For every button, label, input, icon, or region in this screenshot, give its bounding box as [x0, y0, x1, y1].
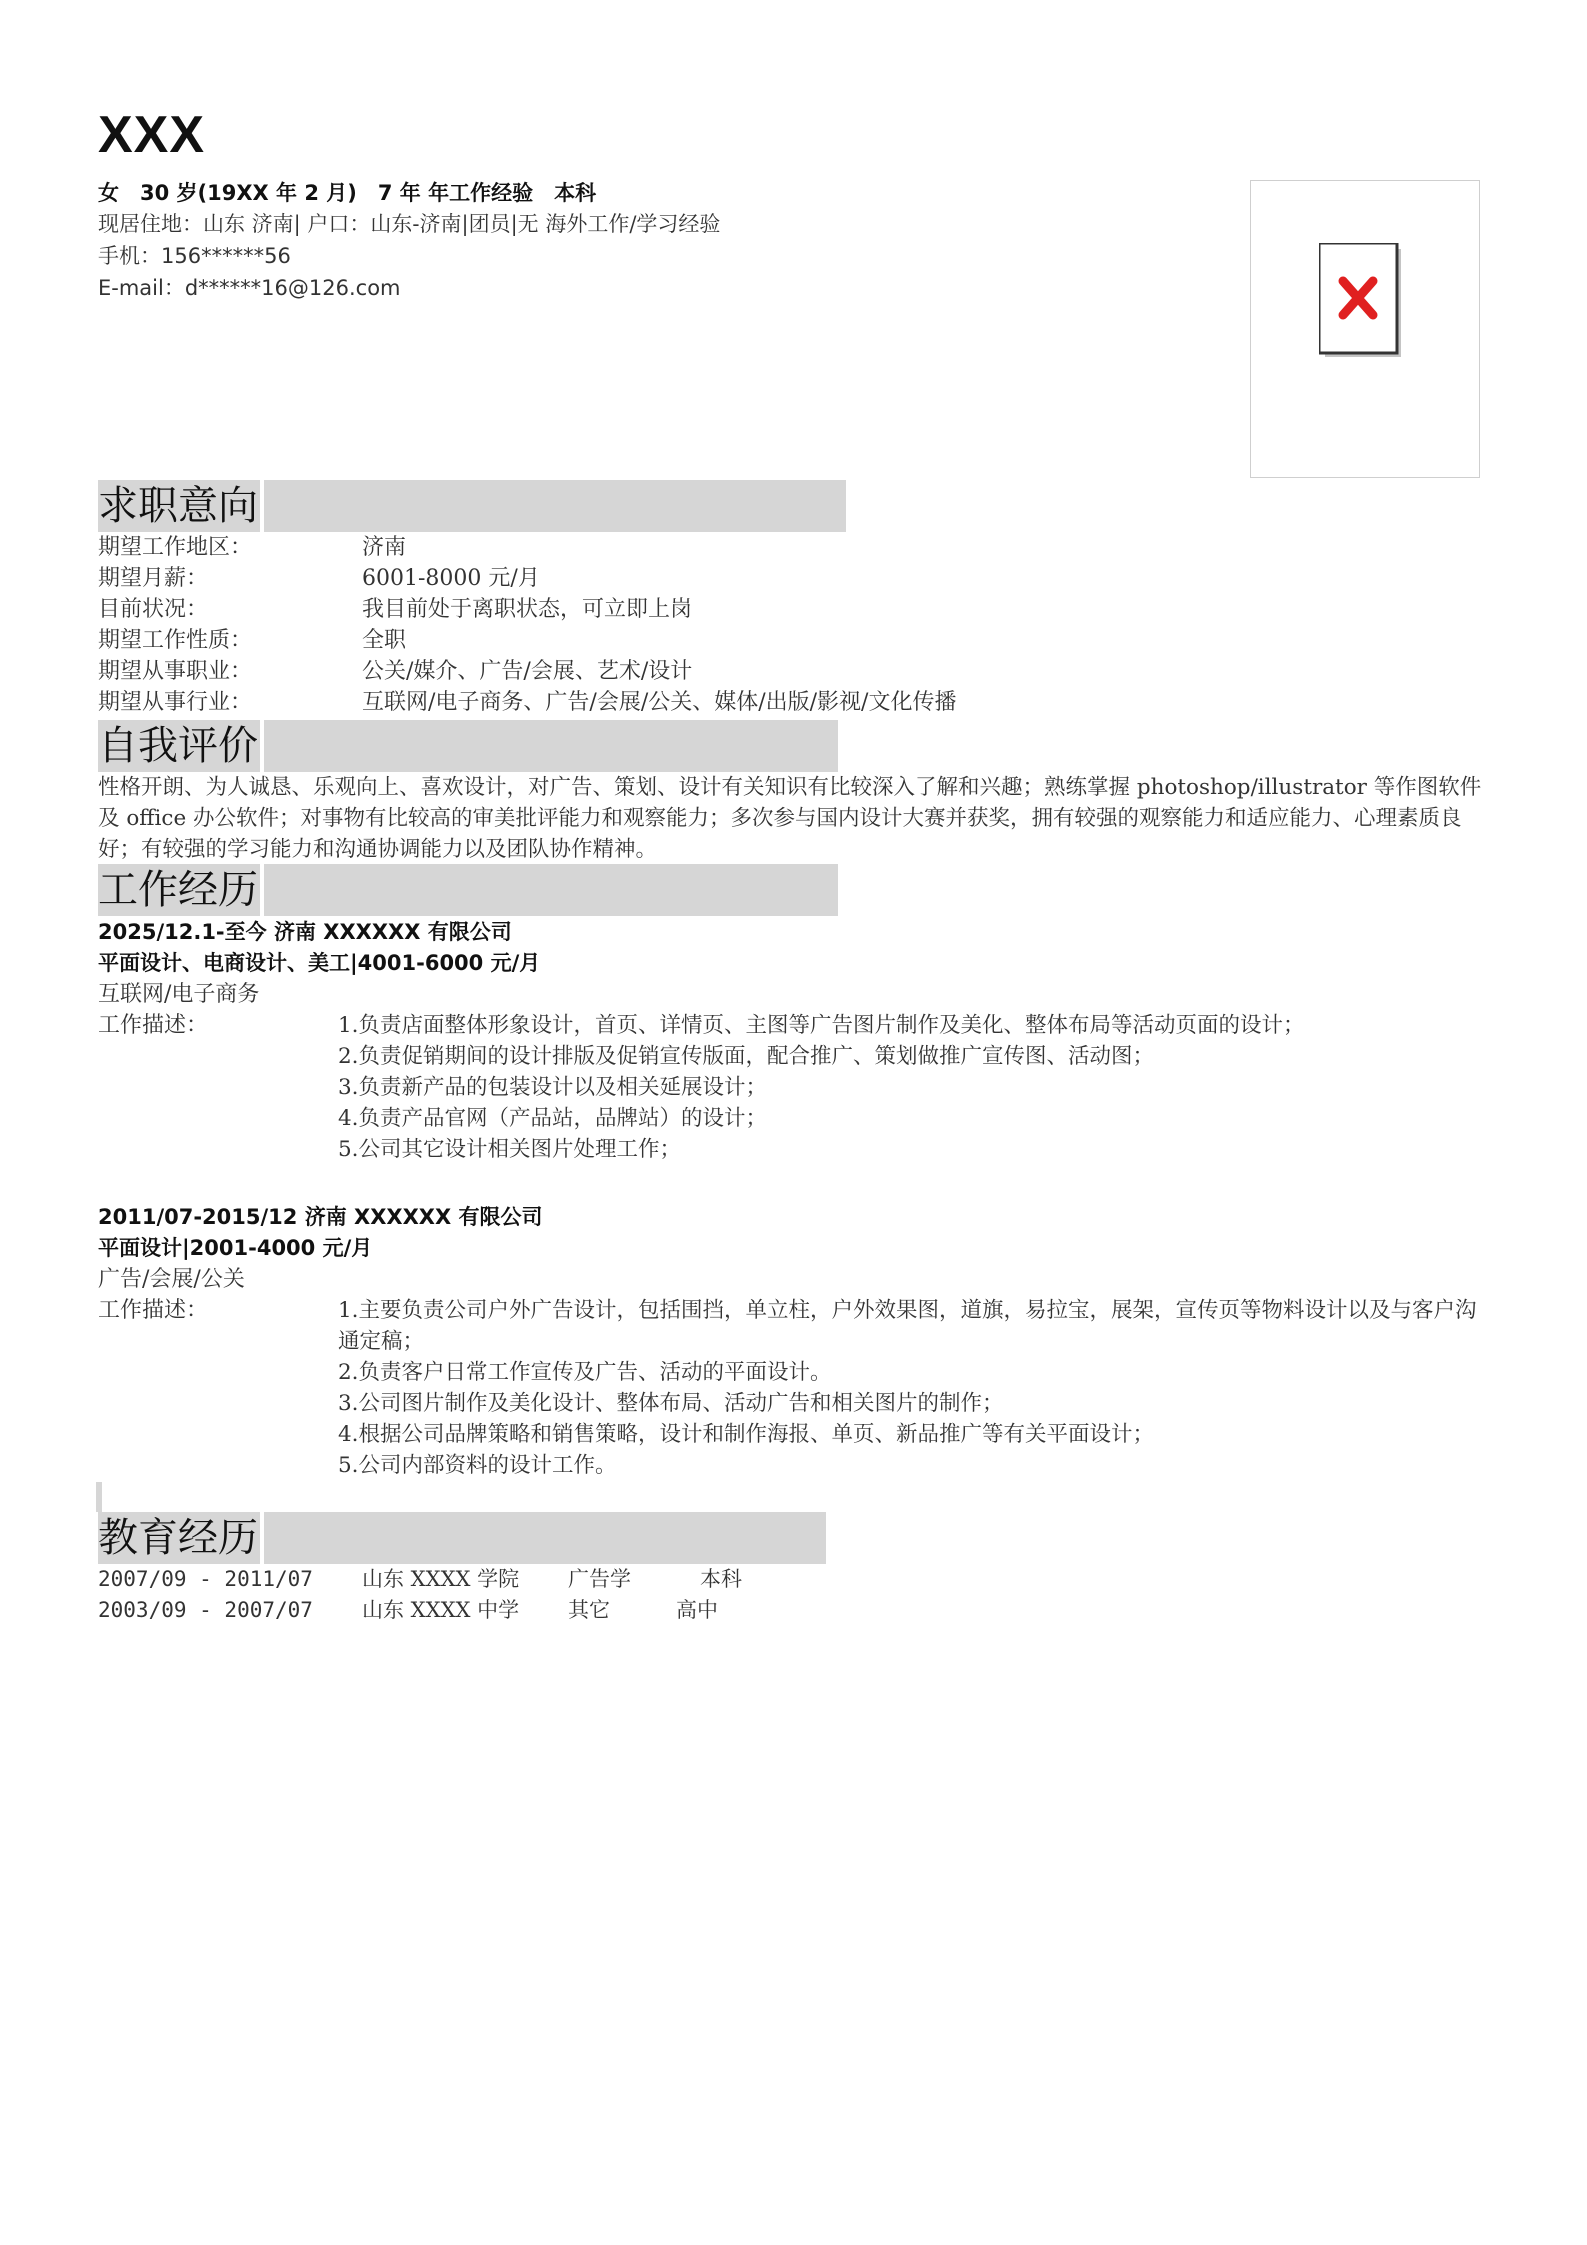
section-marker — [96, 1482, 102, 1512]
residence-line: 现居住地：山东 济南| 户口：山东-济南|团员|无 海外工作/学习经验 — [98, 212, 721, 236]
job-position-salary: 平面设计、电商设计、美工|4001-6000 元/月 — [98, 951, 541, 975]
intent-label: 期望月薪： — [98, 566, 209, 591]
section-title-intent: 求职意向 — [98, 483, 258, 529]
job-desc-item: 4.根据公司品牌策略和销售策略，设计和制作海报、单页、新品推广等有关平面设计； — [338, 1422, 1155, 1447]
section-divider — [260, 720, 264, 772]
edu-period: 2007/09 - 2011/07 — [98, 1567, 313, 1591]
job-desc-list — [338, 1295, 1498, 1481]
profile-photo — [1250, 180, 1480, 478]
job-desc-label: 工作描述： — [98, 1013, 209, 1038]
intent-label: 期望从事职业： — [98, 659, 253, 684]
intent-value: 互联网/电子商务、广告/会展/公关、媒体/出版/影视/文化传播 — [362, 690, 957, 715]
intent-label: 期望工作性质： — [98, 628, 253, 653]
candidate-name: XXX — [98, 106, 206, 164]
section-title-work: 工作经历 — [98, 867, 258, 913]
intent-label: 目前状况： — [98, 597, 209, 622]
job-period-company: 2011/07-2015/12 济南 XXXXXX 有限公司 — [98, 1205, 543, 1229]
job-industry: 互联网/电子商务 — [98, 982, 260, 1007]
job-desc-item: 5.公司其它设计相关图片处理工作； — [338, 1137, 682, 1162]
job-desc-item: 5.公司内部资料的设计工作。 — [338, 1453, 617, 1478]
job-desc-item: 2.负责客户日常工作宣传及广告、活动的平面设计。 — [338, 1360, 832, 1385]
edu-major: 广告学 — [568, 1567, 631, 1591]
edu-degree: 本科 — [700, 1567, 742, 1591]
email-line: E-mail：d******16@126.com — [98, 276, 401, 300]
job-position-salary: 平面设计|2001-4000 元/月 — [98, 1236, 373, 1260]
intent-label: 期望工作地区： — [98, 535, 253, 560]
section-title-education: 教育经历 — [98, 1515, 258, 1561]
section-divider — [260, 1512, 264, 1564]
job-desc-label: 工作描述： — [98, 1298, 209, 1323]
intent-label: 期望从事行业： — [98, 690, 253, 715]
edu-period: 2003/09 - 2007/07 — [98, 1598, 313, 1622]
job-desc-item: 3.负责新产品的包装设计以及相关延展设计； — [338, 1075, 768, 1100]
intent-value: 公关/媒介、广告/会展、艺术/设计 — [362, 659, 693, 684]
job-period-company: 2025/12.1-至今 济南 XXXXXX 有限公司 — [98, 920, 512, 944]
edu-major: 其它 — [568, 1598, 610, 1622]
intent-value: 6001-8000 元/月 — [362, 566, 540, 591]
job-desc-item: 4.负责产品官网（产品站，品牌站）的设计； — [338, 1106, 768, 1131]
intent-value: 我目前处于离职状态，可立即上岗 — [362, 597, 693, 622]
edu-degree: 高中 — [676, 1598, 718, 1622]
job-desc-item: 1.主要负责公司户外广告设计，包括围挡，单立柱，户外效果图，道旗，易拉宝，展架，宣传页等物料设计以及与客户沟通定稿； — [338, 1298, 1477, 1354]
job-desc-item: 1.负责店面整体形象设计，首页、详情页、主图等广告图片制作及美化、整体布局等活动页面的设计； — [338, 1013, 1305, 1038]
intent-value: 济南 — [362, 535, 407, 560]
job-desc-item: 2.负责促销期间的设计排版及促销宣传版面，配合推广、策划做推广宣传图、活动图； — [338, 1044, 1155, 1069]
phone-line: 手机：156******56 — [98, 244, 291, 268]
section-title-self: 自我评价 — [98, 723, 258, 769]
edu-school: 山东 XXXX 学院 — [362, 1567, 520, 1591]
intent-value: 全职 — [362, 628, 407, 653]
broken-image-icon — [1319, 243, 1403, 359]
self-evaluation-text: 性格开朗、为人诚恳、乐观向上、喜欢设计，对广告、策划、设计有关知识有比较深入了解和兴趣；熟练掌握 photoshop/illustrator 等作图软件及 office 办公软件；对事物有比较高的审美批评能力和观察能力；多次参与国内设计大赛并获奖，拥有较强的观察能力和适应能力、心理素质良好；有较强的学习能力和沟通协调能力以及团队协作精神。 — [98, 775, 1482, 862]
education-row — [98, 1595, 998, 1626]
job-desc-list — [338, 1010, 1498, 1165]
section-divider — [260, 480, 264, 532]
section-divider — [260, 864, 264, 916]
job-industry: 广告/会展/公关 — [98, 1267, 245, 1292]
summary-line: 女 30 岁(19XX 年 2 月) 7 年 年工作经验 本科 — [98, 181, 597, 205]
job-desc-item: 3.公司图片制作及美化设计、整体布局、活动广告和相关图片的制作； — [338, 1391, 1004, 1416]
edu-school: 山东 XXXX 中学 — [362, 1598, 520, 1622]
education-row — [98, 1564, 998, 1595]
